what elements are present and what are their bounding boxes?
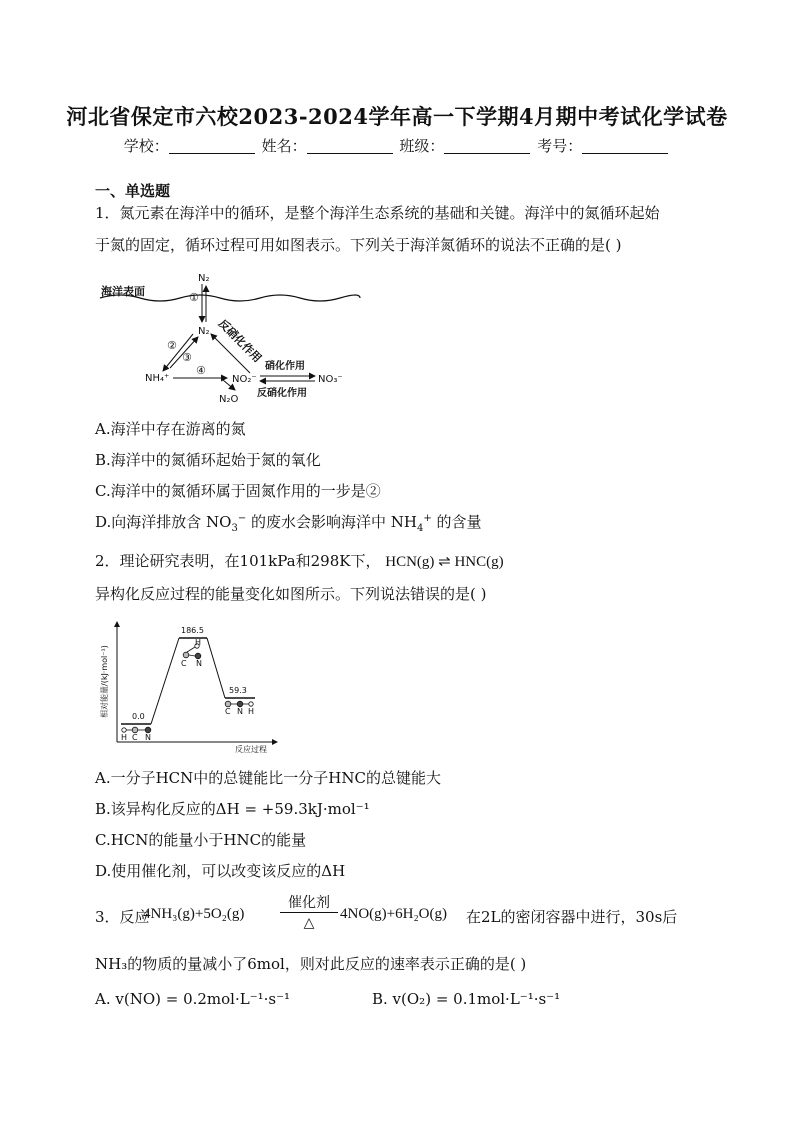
value-0: 0.0 [132,712,145,721]
molecule-hcn [121,727,151,742]
q2-option-a[interactable]: A.一分子HCN中的总键能比一分子HNC的总键能大 [95,769,441,787]
energy-profile-diagram [95,618,285,756]
q1-option-c[interactable]: C.海洋中的氮循环属于固氮作用的一步是② [95,482,381,500]
q1-option-d[interactable] [95,511,482,534]
q2-stem [95,545,705,610]
molecule-ts [181,638,202,668]
q3-line1 [95,892,705,936]
q2-equation: HCN(g) ⇌ HNC(g) [385,554,504,570]
field-label-school: 学校： [123,137,169,155]
q3-rhs: 4NO(g)+6H₂O(g) [340,906,447,922]
q1-option-d-pre: D.向海洋排放含 NO [95,513,232,531]
student-info-fields [0,135,794,156]
svg-text:C: C [225,707,231,716]
q2-line1 [95,545,705,578]
q2-line2: 异构化反应过程的能量变化如图所示。下列说法错误的是( ) [95,585,487,603]
svg-text:C: C [132,733,138,742]
field-label-name: 姓名： [261,137,307,155]
value-59: 59.3 [229,686,247,695]
page-title: 河北省保定市六校2023-2024学年高一下学期4月期中考试化学试卷 [66,104,728,129]
svg-text:H: H [121,733,128,742]
n2-mid-label: N₂ [198,326,210,337]
svg-text:N: N [145,733,151,742]
field-label-class: 班级： [399,137,445,155]
q1-line1: 1．氮元素在海洋中的循环，是整个海洋生态系统的基础和关键。海洋中的氮循环起始 [95,204,660,222]
field-blank-examno[interactable] [582,137,668,154]
q2-line1-text: 2．理论研究表明，在101kPa和298K下， [95,552,381,570]
n2-top-label: N₂ [198,273,210,284]
nitrogen-cycle-diagram [95,268,365,408]
field-label-examno: 考号： [537,137,583,155]
sea-surface-label: 海洋表面 [101,285,145,298]
q2-option-d[interactable]: D.使用催化剂，可以改变该反应的ΔH [95,862,346,880]
q3-lead: 3．反应 [95,908,150,926]
q3-catalyst: 催化剂 [288,895,330,911]
field-blank-class[interactable] [444,137,530,154]
q3-option-b[interactable]: B. v(O₂) = 0.1mol·L⁻¹·s⁻¹ [372,990,561,1008]
q1-option-d-sup2: + [423,513,432,524]
q3-tail: 在2L的密闭容器中进行，30s后 [466,908,678,926]
q1-option-d-sub2: 4 [416,523,424,534]
svg-text:N: N [237,707,243,716]
circle-2: ② [167,339,177,352]
section-heading: 一、单选题 [95,182,171,200]
svg-text:C: C [181,659,187,668]
q1-option-d-post: 的含量 [431,513,482,531]
no3-label: NO₃⁻ [318,374,343,385]
y-axis-label: 相对能量/(kJ·mol⁻¹) [100,645,109,718]
svg-text:H: H [195,638,202,647]
q1-option-d-sup: − [237,513,247,524]
q1-option-a[interactable]: A.海洋中存在游离的氮 [95,420,246,438]
circle-4: ④ [196,364,206,377]
nitrify-label: 硝化作用 [265,361,305,372]
curve-down [207,638,225,698]
q1-stem [95,197,705,261]
denitrify-bottom-label: 反硝化作用 [257,388,307,399]
q2-option-b[interactable]: B.该异构化反应的ΔH = +59.3kJ·mol⁻¹ [95,800,370,818]
q1-option-d-mid: 的废水会影响海洋中 NH [246,513,417,531]
no2-label: NO₂⁻ [232,374,257,385]
molecule-hnc [225,701,254,716]
circle-3: ③ [182,351,192,364]
nh4-label: NH₄⁺ [145,373,170,384]
q1-line2: 于氮的固定，循环过程可用如图表示。下列关于海洋氮循环的说法不正确的是( ) [95,236,622,254]
q3-line2: NH₃的物质的量减小了6mol，则对此反应的速率表示正确的是( ) [95,955,527,973]
q2-option-c[interactable]: C.HCN的能量小于HNC的能量 [95,831,307,849]
q3-reaction-arrow [280,912,338,913]
q1-option-b[interactable]: B.海洋中的氮循环起始于氮的氧化 [95,451,321,469]
q3-option-a[interactable]: A. v(NO) = 0.2mol·L⁻¹·s⁻¹ [95,990,291,1008]
field-blank-name[interactable] [307,137,393,154]
svg-text:H: H [248,707,255,716]
n2o-label: N₂O [219,394,239,405]
value-186: 186.5 [181,626,204,635]
q3-lhs: 4NH₃(g)+5O₂(g) [143,906,245,922]
x-axis-label: 反应过程 [235,745,267,754]
q1-option-d-sub: 3 [231,523,238,534]
q3-heat: △ [303,915,315,931]
denitrify-diag-label: 反硝化作用 [215,316,264,366]
circle-1: ① [189,291,199,304]
svg-text:N: N [196,659,202,668]
curve-up [151,638,179,724]
field-blank-school[interactable] [169,137,255,154]
